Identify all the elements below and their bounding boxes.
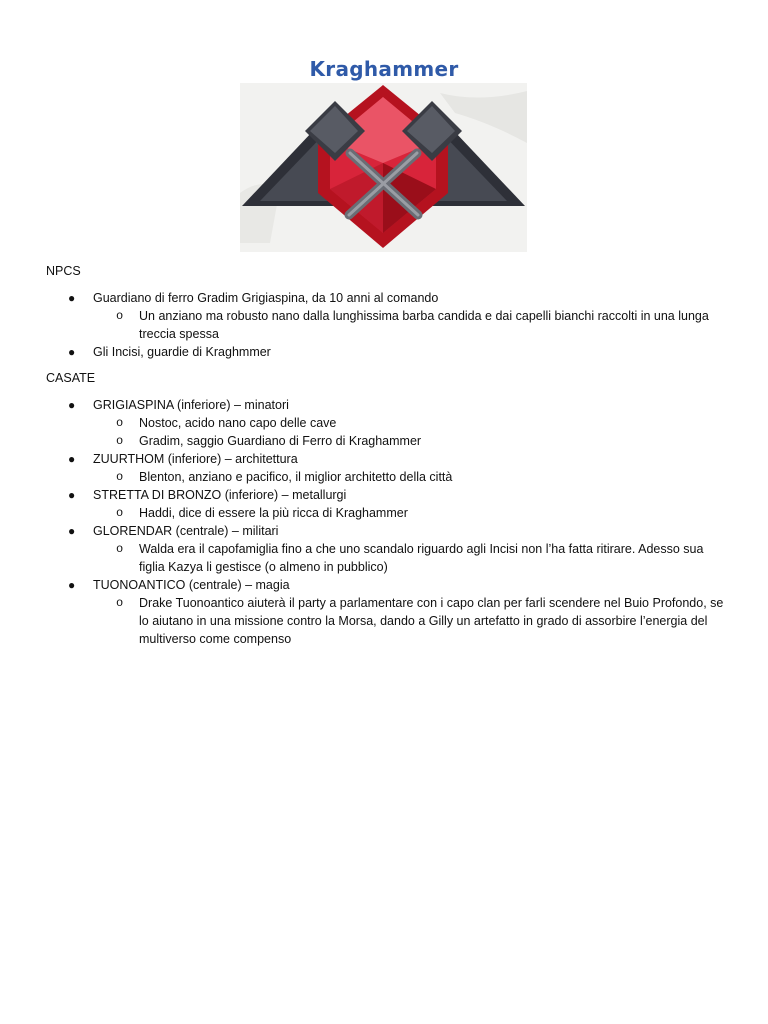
sub-list-item-text: Haddi, dice di essere la più ricca di Kraghammer <box>139 506 408 520</box>
bullet-list <box>46 396 726 648</box>
list-item <box>46 450 726 486</box>
list-item-text: GRIGIASPINA (inferiore) – minatori <box>93 398 289 412</box>
sub-list <box>93 307 726 343</box>
bullet-icon: ● <box>68 524 76 538</box>
bullet-icon: ● <box>68 488 76 502</box>
list-item-text: TUONOANTICO (centrale) – magia <box>93 578 290 592</box>
section-heading: NPCS <box>46 264 81 278</box>
bullet-icon: ● <box>68 398 76 412</box>
sub-bullet-icon: o <box>116 542 124 556</box>
sub-list <box>93 414 726 450</box>
sub-list-item <box>93 540 726 576</box>
document-title: Kraghammer <box>309 57 459 81</box>
list-item-text: ZUURTHOM (inferiore) – architettura <box>93 452 298 466</box>
bullet-icon: ● <box>68 291 76 305</box>
list-item-text: Guardiano di ferro Gradim Grigiaspina, da 10 anni al comando <box>93 291 439 305</box>
bullet-list <box>46 289 726 361</box>
sub-list <box>93 504 726 522</box>
section-casate <box>46 369 726 648</box>
list-item <box>46 576 726 648</box>
section-npcs <box>46 262 726 361</box>
sub-bullet-icon: o <box>116 506 124 520</box>
bullet-icon: ● <box>68 578 76 592</box>
sub-list-item-text: Un anziano ma robusto nano dalla lunghissima barba candida e dai capelli bianchi raccolti in una lunga treccia spessa <box>139 309 709 341</box>
section-heading: CASATE <box>46 371 96 385</box>
sub-list-item <box>93 414 726 432</box>
list-item <box>46 343 726 361</box>
sub-list-item <box>93 594 726 648</box>
bullet-icon: ● <box>68 345 76 359</box>
sub-list-item-text: Walda era il capofamiglia fino a che uno scandalo riguardo agli Incisi non l’ha fatta ritirare. Adesso sua figlia Kazya li gestisce (o almeno in pubblico) <box>139 542 704 574</box>
sub-list-item-text: Drake Tuonoantico aiuterà il party a parlamentare con i capo clan per farli scendere nel Buio Profondo, se lo aiutano in una missione contro la Morsa, dando a Gilly un artefatto in grado di assorbire l’energia del multiverso come compenso <box>139 596 724 646</box>
sub-bullet-icon: o <box>116 470 124 484</box>
list-item <box>46 522 726 576</box>
sub-list-item-text: Nostoc, acido nano capo delle cave <box>139 416 337 430</box>
list-item <box>46 289 726 343</box>
list-item <box>46 396 726 450</box>
sub-list-item <box>93 504 726 522</box>
bullet-icon: ● <box>68 452 76 466</box>
sub-list-item-text: Blenton, anziano e pacifico, il miglior architetto della città <box>139 470 453 484</box>
document-body <box>46 262 726 656</box>
sub-list-item <box>93 432 726 450</box>
kraghammer-emblem-icon <box>240 83 527 252</box>
sub-bullet-icon: o <box>116 309 124 323</box>
list-item-text: Gli Incisi, guardie di Kraghmmer <box>93 345 271 359</box>
sub-list-item <box>93 307 726 343</box>
sub-bullet-icon: o <box>116 434 124 448</box>
sub-bullet-icon: o <box>116 596 124 610</box>
sub-list-item-text: Gradim, saggio Guardiano di Ferro di Kraghammer <box>139 434 422 448</box>
sub-list-item <box>93 468 726 486</box>
sub-list <box>93 594 726 648</box>
sub-bullet-icon: o <box>116 416 124 430</box>
list-item-text: STRETTA DI BRONZO (inferiore) – metallurgi <box>93 488 347 502</box>
sub-list <box>93 540 726 576</box>
list-item <box>46 486 726 522</box>
list-item-text: GLORENDAR (centrale) – militari <box>93 524 279 538</box>
sub-list <box>93 468 726 486</box>
